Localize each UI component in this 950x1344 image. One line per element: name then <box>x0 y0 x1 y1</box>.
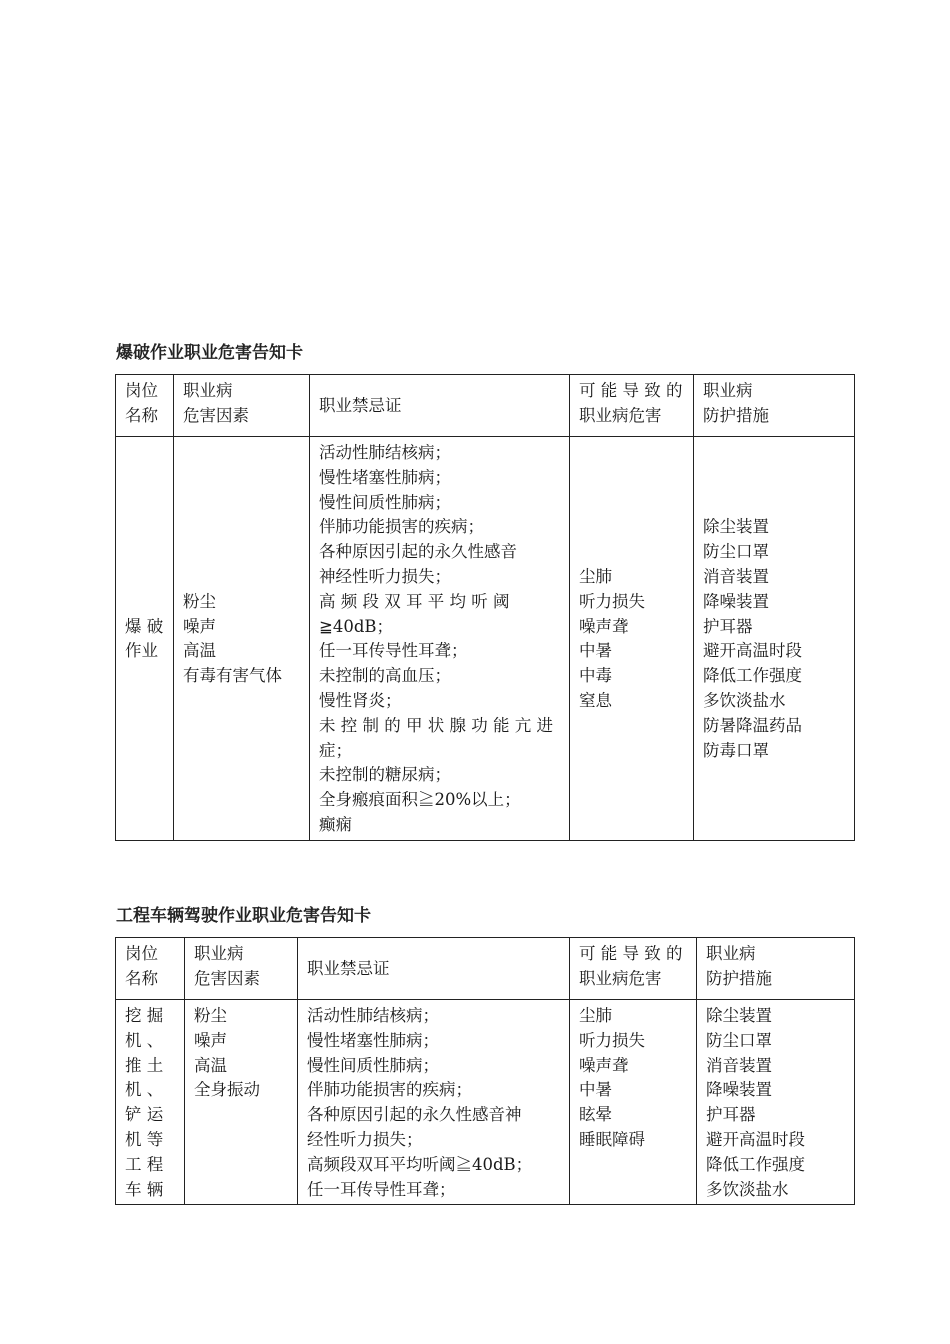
hazard-card-table-vehicle-driving <box>115 937 855 1205</box>
header-hazards: 可 能 导 致 的 职业病危害 <box>570 938 697 1000</box>
header-measures: 职业病 防护措施 <box>697 938 855 1000</box>
header-contraindications: 职业禁忌证 <box>310 375 570 437</box>
cell-factors: 粉尘 噪声 高温 全身振动 <box>185 1000 298 1205</box>
cell-hazards: 尘肺 听力损失 噪声聋 中暑 眩晕 睡眠障碍 <box>570 1000 697 1205</box>
section-title-blasting: 爆破作业职业危害告知卡 <box>116 343 303 363</box>
cell-hazards: 尘肺 听力损失 噪声聋 中暑 中毒 窒息 <box>570 437 694 841</box>
table-row <box>116 437 855 841</box>
cell-contraindications: 活动性肺结核病； 慢性堵塞性肺病； 慢性间质性肺病； 伴肺功能损害的疾病； 各种原因引起的永久性感音神 经性听力损失； 高频段双耳平均听阈≧40dB； 任一耳传导性耳聋； <box>298 1000 570 1205</box>
header-factors: 职业病 危害因素 <box>174 375 310 437</box>
cell-measures: 除尘装置 防尘口罩 消音装置 降噪装置 护耳器 避开高温时段 降低工作强度 多饮淡盐水 防暑降温药品 防毒口罩 <box>694 437 855 841</box>
header-measures: 职业病 防护措施 <box>694 375 855 437</box>
cell-contraindications: 活动性肺结核病； 慢性堵塞性肺病； 慢性间质性肺病； 伴肺功能损害的疾病； 各种原因引起的永久性感音 神经性听力损失； 高 频 段 双 耳 平 均 听 阈 ≧40dB； 任一耳传导性耳聋； 未控制的高血压； 慢性肾炎； 未 控 制 的 甲 状 腺 功 能 亢 进 症； 未控制的糖尿病； 全身瘢痕面积≧20%以上； 癫痫 <box>310 437 570 841</box>
table-header-row <box>116 375 855 437</box>
section-title-vehicle-driving: 工程车辆驾驶作业职业危害告知卡 <box>116 906 371 926</box>
hazard-card-table-blasting <box>115 374 855 841</box>
header-hazards: 可 能 导 致 的 职业病危害 <box>570 375 694 437</box>
header-contraindications: 职业禁忌证 <box>298 938 570 1000</box>
cell-factors: 粉尘 噪声 高温 有毒有害气体 <box>174 437 310 841</box>
cell-post: 挖 掘 机 、 推 土 机 、 铲 运 机 等 工 程 车 辆 <box>116 1000 185 1205</box>
table-header-row <box>116 938 855 1000</box>
header-post: 岗位 名称 <box>116 375 174 437</box>
cell-post: 爆 破 作业 <box>116 437 174 841</box>
cell-measures: 除尘装置 防尘口罩 消音装置 降噪装置 护耳器 避开高温时段 降低工作强度 多饮淡盐水 <box>697 1000 855 1205</box>
header-factors: 职业病 危害因素 <box>185 938 298 1000</box>
table-row <box>116 1000 855 1205</box>
header-post: 岗位 名称 <box>116 938 185 1000</box>
